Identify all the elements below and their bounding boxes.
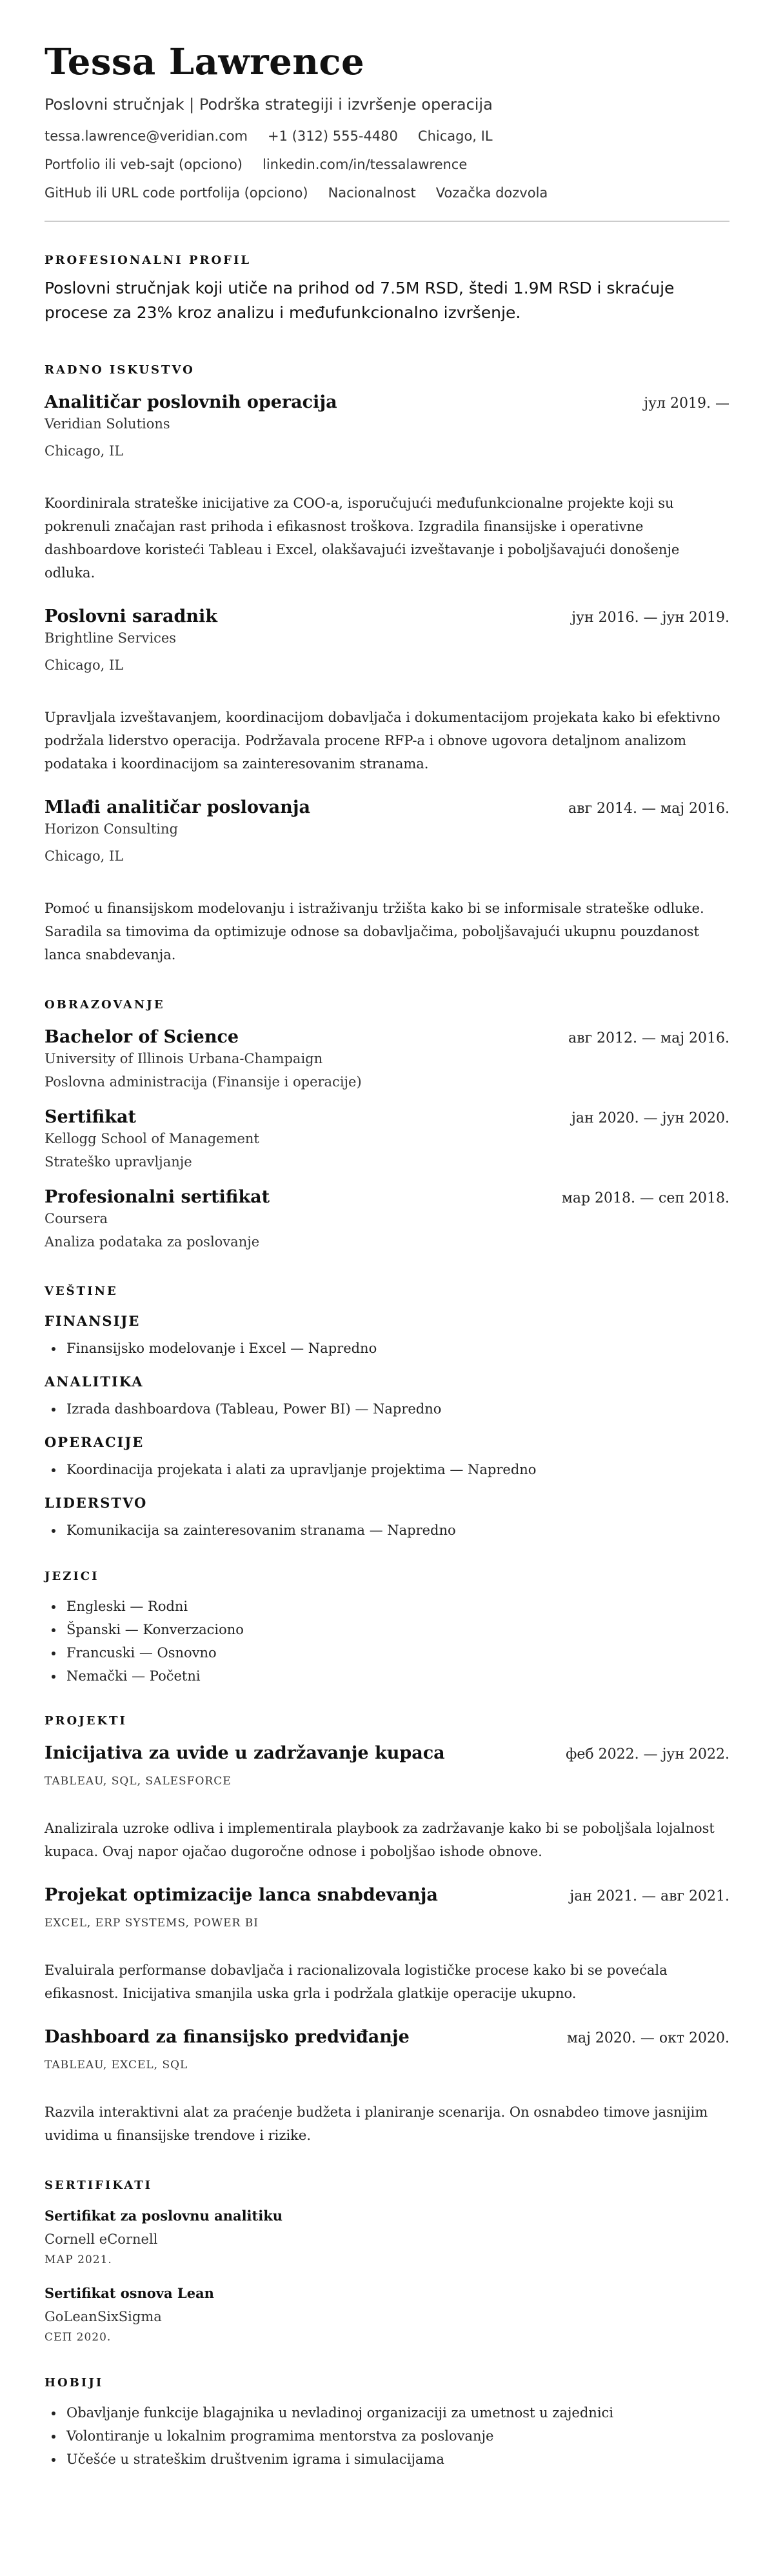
skill-list: [45, 1337, 729, 1360]
profile-summary: Poslovni stručnjak koji utiče na prihod od 7.5M RSD, štedi 1.9M RSD i skraćuje procese za 23% kroz analizu i međufunkcionalno izvršenje.: [45, 279, 675, 322]
section-title-languages: JEZICI: [45, 1570, 99, 1583]
skill-item: • Komunikacija sa zainteresovanim stranama — Napredno: [64, 1519, 729, 1542]
education-item: [45, 1026, 729, 1092]
certificate-date: СЕП 2020.: [45, 2331, 112, 2344]
certificate-item: [45, 2206, 729, 2268]
project-tech: EXCEL, ERP SYSTEMS, POWER BI: [45, 1917, 259, 1930]
job-title: Poslovni saradnik: [45, 606, 217, 626]
contact-phone[interactable]: +1 (312) 555-4480: [268, 128, 398, 144]
job-company: Veridian Solutions: [45, 416, 170, 432]
job-date: јун 2016. — јун 2019.: [571, 610, 729, 626]
skill-category-title: ANALITIKA: [45, 1373, 144, 1390]
contact-email[interactable]: tessa.lawrence@veridian.com: [45, 128, 248, 144]
project-tech: TABLEAU, EXCEL, SQL: [45, 2059, 188, 2072]
job-location: Chicago, IL: [45, 848, 124, 864]
skill-item: • Koordinacija projekata i alati za upravljanje projektima — Napredno: [64, 1458, 729, 1481]
job-company: Brightline Services: [45, 630, 177, 646]
education-school: Kellogg School of Management: [45, 1131, 259, 1146]
experience-item: [45, 605, 729, 775]
education-field: Strateško upravljanje: [45, 1154, 192, 1170]
contact-linkedin[interactable]: linkedin.com/in/tessalawrence: [263, 157, 468, 172]
education-school: University of Illinois Urbana-Champaign: [45, 1051, 323, 1066]
experience-item: [45, 796, 729, 966]
skill-item: • Izrada dashboardova (Tableau, Power BI) — Napredno: [64, 1397, 729, 1421]
skill-list: [45, 1519, 729, 1542]
job-location: Chicago, IL: [45, 443, 124, 459]
section-title-projects: PROJEKTI: [45, 1714, 127, 1728]
headline: Poslovni stručnjak | Podrška strategiji i izvršenje operacija: [45, 95, 493, 114]
skill-list: [45, 1397, 729, 1421]
language-list: [45, 1595, 729, 1688]
certificate-issuer: GoLeanSixSigma: [45, 2309, 162, 2324]
contact-city: Chicago, IL: [417, 128, 493, 144]
experience-item: [45, 391, 729, 584]
language-item: • Engleski — Rodni: [64, 1595, 729, 1618]
section-title-profile: PROFESIONALNI PROFIL: [45, 254, 252, 267]
contact-row-3: [45, 183, 729, 203]
job-description: Pomoć u finansijskom modelovanju i istraživanju tržišta kako bi se informisale strateške odluke. Saradila sa timovima da optimizuje odnose sa dobavljačima, poboljšavajući ukupnu pouzdanost lanca snabdevanja.: [45, 901, 704, 963]
header-divider: [45, 221, 729, 222]
education-date: авг 2012. — мај 2016.: [568, 1030, 729, 1046]
job-date: јул 2019. —: [644, 395, 729, 412]
project-item: [45, 1884, 729, 2005]
hobby-item: • Učešće u strateškim društvenim igrama i simulacijama: [64, 2448, 729, 2471]
hobby-item: • Obavljanje funkcije blagajnika u nevladinoj organizaciji za umetnost u zajednici: [64, 2401, 729, 2424]
contact-license: Vozačka dozvola: [435, 185, 548, 201]
project-name: Dashboard za finansijsko predviđanje: [45, 2027, 410, 2047]
hobby-item: • Volontiranje u lokalnim programima mentorstva za poslovanje: [64, 2424, 729, 2448]
project-name: Inicijativa za uvide u zadržavanje kupaca: [45, 1743, 445, 1763]
degree-title: Profesionalni sertifikat: [45, 1187, 270, 1207]
education-date: јан 2020. — јун 2020.: [571, 1110, 729, 1126]
project-name: Projekat optimizacije lanca snabdevanja: [45, 1885, 438, 1905]
contact-portfolio[interactable]: Portfolio ili veb-sajt (opciono): [45, 157, 243, 172]
skill-category: [45, 1373, 729, 1421]
certificate-issuer: Cornell eCornell: [45, 2232, 158, 2247]
section-title-education: OBRAZOVANJE: [45, 998, 165, 1012]
skill-category-title: LIDERSTVO: [45, 1495, 148, 1511]
skill-list: [45, 1458, 729, 1481]
project-tech: TABLEAU, SQL, SALESFORCE: [45, 1775, 232, 1788]
education-date: мар 2018. — сеп 2018.: [561, 1190, 729, 1206]
education-item: [45, 1186, 729, 1252]
section-title-certificates: SERTIFIKATI: [45, 2179, 153, 2192]
skill-item: • Finansijsko modelovanje i Excel — Napredno: [64, 1337, 729, 1360]
job-location: Chicago, IL: [45, 657, 124, 673]
degree-title: Sertifikat: [45, 1107, 136, 1127]
education-field: Analiza podataka za poslovanje: [45, 1234, 260, 1250]
project-date: јан 2021. — авг 2021.: [570, 1888, 729, 1904]
job-date: авг 2014. — мај 2016.: [568, 801, 729, 817]
contact-row-2: [45, 155, 729, 174]
hobby-list: [45, 2401, 729, 2471]
project-date: феб 2022. — јун 2022.: [566, 1746, 729, 1762]
project-description: Razvila interaktivni alat za praćenje budžeta i planiranje scenarija. On osnabdeo timove jasnijim uvidima u finansijske trendove i rizike.: [45, 2104, 708, 2143]
certificate-date: МАР 2021.: [45, 2253, 112, 2266]
project-item: [45, 2026, 729, 2147]
section-title-skills: VEŠTINE: [45, 1284, 118, 1298]
certificate-item: [45, 2284, 729, 2346]
section-title-experience: RADNO ISKUSTVO: [45, 363, 195, 377]
education-school: Coursera: [45, 1211, 108, 1226]
job-description: Upravljala izveštavanjem, koordinacijom dobavljača i dokumentacijom projekata kako bi efektivno podržala liderstvo operacija. Podržavala procene RFP-a i obnove ugovora detaljnom analizom podataka i koordinacijom sa zainteresovanim stranama.: [45, 710, 720, 772]
contact-nationality: Nacionalnost: [328, 185, 416, 201]
project-item: [45, 1742, 729, 1863]
language-item: • Nemački — Početni: [64, 1664, 729, 1688]
job-title: Mlađi analitičar poslovanja: [45, 797, 311, 817]
project-date: мај 2020. — окт 2020.: [566, 2030, 729, 2046]
skill-category-title: FINANSIJE: [45, 1313, 141, 1329]
job-company: Horizon Consulting: [45, 821, 178, 837]
project-description: Evaluirala performanse dobavljača i racionalizovala logističke procese kako bi se povećala efikasnost. Inicijativa smanjila uska grla i podržala glatkije operacije ukupno.: [45, 1962, 668, 2001]
job-title: Analitičar poslovnih operacija: [45, 392, 337, 412]
section-title-hobbies: HOBIJI: [45, 2376, 104, 2390]
skill-category: [45, 1433, 729, 1481]
degree-title: Bachelor of Science: [45, 1027, 239, 1047]
language-item: • Španski — Konverzaciono: [64, 1618, 729, 1641]
skill-category-title: OPERACIJE: [45, 1434, 144, 1450]
contact-row-1: [45, 126, 729, 146]
skill-category: [45, 1494, 729, 1542]
education-item: [45, 1106, 729, 1172]
contact-github[interactable]: GitHub ili URL code portfolija (opciono): [45, 185, 308, 201]
skill-category: [45, 1312, 729, 1360]
education-field: Poslovna administracija (Finansije i operacije): [45, 1074, 362, 1090]
language-item: • Francuski — Osnovno: [64, 1641, 729, 1664]
job-description: Koordinirala strateške inicijative za COO-a, isporučujući međufunkcionalne projekte koji su pokrenuli značajan rast prihoda i efikasnost troškova. Izgradila finansijske i operativne dashboardove koristeći Tableau i Excel, olakšavajući izveštavanje i poboljšavajući donošenje odluka.: [45, 495, 680, 581]
certificate-name: Sertifikat za poslovnu analitiku: [45, 2208, 283, 2224]
project-description: Analizirala uzroke odliva i implementirala playbook za zadržavanje kako bi se poboljšala lojalnost kupaca. Ovaj napor ojačao dugoročne odnose i poboljšao ishode obnove.: [45, 1821, 715, 1859]
certificate-name: Sertifikat osnova Lean: [45, 2285, 214, 2301]
candidate-name: Tessa Lawrence: [45, 41, 365, 83]
